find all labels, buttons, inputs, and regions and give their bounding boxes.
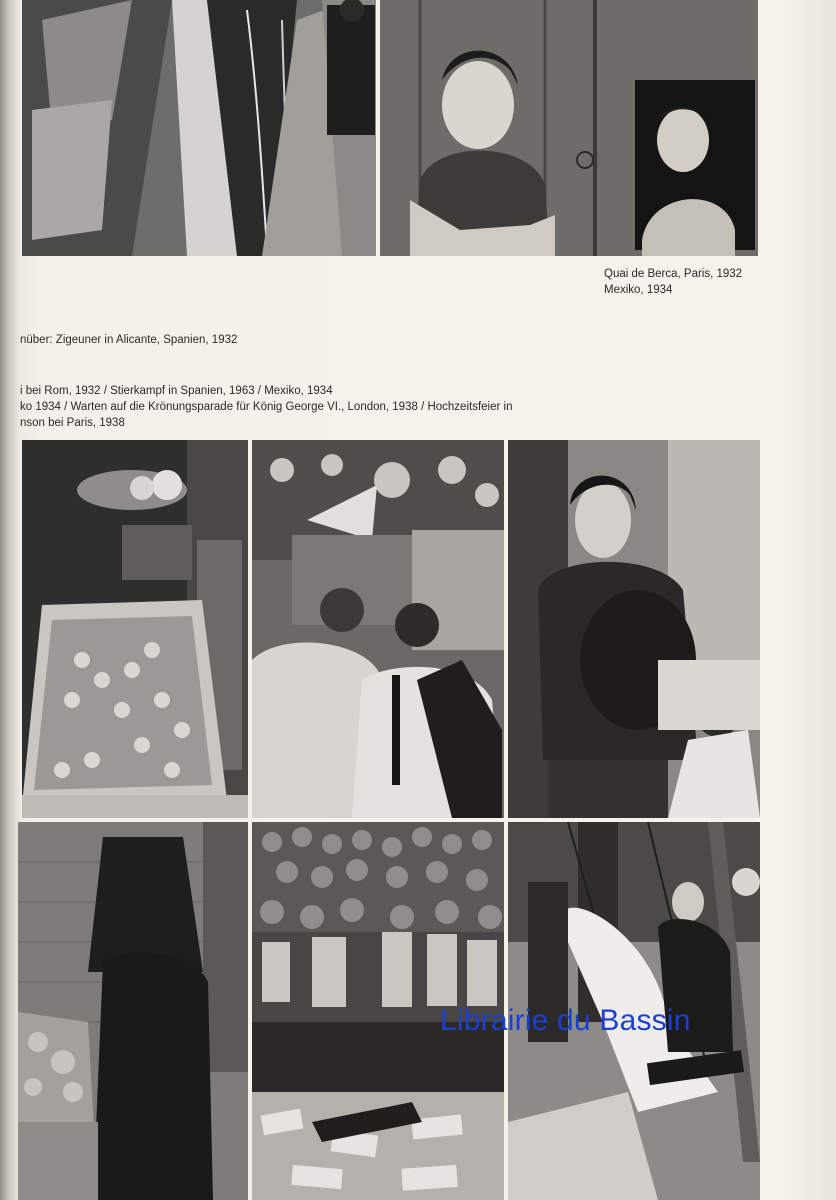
book-gutter-shadow bbox=[0, 0, 20, 1200]
photo-quai-de-berca bbox=[22, 0, 376, 256]
watermark-text: Librairie du Bassin bbox=[440, 1004, 691, 1037]
caption-block-line-3: nson bei Paris, 1938 bbox=[20, 417, 125, 429]
photo-mexiko-women bbox=[380, 0, 758, 256]
photo-bullfighters bbox=[252, 440, 504, 818]
caption-left-line: nüber: Zigeuner in Alicante, Spanien, 1932 bbox=[20, 334, 238, 346]
caption-top-right-2: Mexiko, 1934 bbox=[604, 284, 673, 296]
caption-block-line-1: i bei Rom, 1932 / Stierkampf in Spanien, 1963 / Mexiko, 1934 bbox=[20, 385, 333, 397]
photo-fruit-stand bbox=[22, 440, 248, 818]
photo-mexiko-woman-child bbox=[508, 440, 760, 818]
caption-block-line-2: ko 1934 / Warten auf die Krönungsparade für König George VI., London, 1938 / Hochzeitsfeier in bbox=[20, 401, 513, 413]
photo-coat-wall bbox=[18, 822, 248, 1200]
caption-top-right-1: Quai de Berca, Paris, 1932 bbox=[604, 268, 743, 280]
